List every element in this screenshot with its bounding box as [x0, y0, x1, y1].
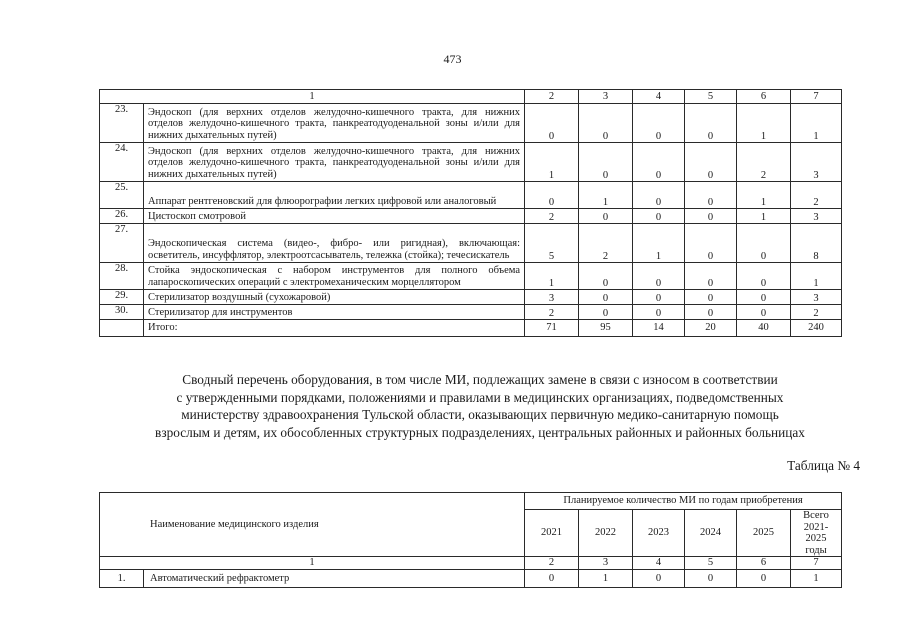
value-cell: 0: [525, 182, 579, 209]
total-value: 14: [633, 320, 685, 337]
year-header: 2023: [633, 510, 685, 557]
value-cell: 3: [791, 209, 842, 224]
total-header-line: Всего: [803, 510, 829, 521]
item-name: Эндоскоп (для верхних отделов желудочно-кишечного тракта, для нижних отделов желудочно-кишечного тракта, панкреатодуоденальной зоны и/или для нижних дыхательных путей): [144, 143, 525, 182]
row-number: 1.: [100, 570, 144, 588]
value-cell: 0: [579, 290, 633, 305]
value-cell: 0: [685, 209, 737, 224]
value-cell: 0: [633, 209, 685, 224]
index-cell: 1: [100, 557, 525, 570]
item-name: Эндоскоп (для верхних отделов желудочно-кишечного тракта, для нижних отделов желудочно-кишечного тракта, панкреатодуоденальной зоны и/или для нижних дыхательных путей): [144, 104, 525, 143]
value-cell: 1: [633, 224, 685, 263]
value-cell: 0: [579, 263, 633, 290]
value-cell: 1: [737, 104, 791, 143]
value-cell: 0: [633, 305, 685, 320]
value-cell: 2: [737, 143, 791, 182]
value-cell: 0: [737, 263, 791, 290]
heading-line: с утвержденными порядками, положениями и правилами в медицинских организациях, подведомственных: [176, 389, 784, 405]
value-cell: 3: [791, 290, 842, 305]
value-cell: 0: [633, 570, 685, 588]
value-cell: 0: [579, 305, 633, 320]
value-cell: 0: [737, 570, 791, 588]
year-header: 2025: [737, 510, 791, 557]
value-cell: 0: [633, 143, 685, 182]
value-cell: 1: [791, 104, 842, 143]
item-name: Эндоскопическая система (видео-, фибро- или ригидная), включающая: осветитель, инсуффлятор, электроотсасыватель, тележка (стойка); течесискатель: [144, 224, 525, 263]
total-label: Итого:: [144, 320, 525, 337]
table-row: [100, 305, 842, 320]
value-cell: 0: [685, 263, 737, 290]
value-cell: 1: [737, 182, 791, 209]
column-index: 7: [791, 90, 842, 104]
value-cell: 0: [685, 570, 737, 588]
total-header-line: годы: [805, 544, 827, 556]
index-cell: 4: [633, 557, 685, 570]
year-header: 2024: [685, 510, 737, 557]
table3-header-row: [100, 90, 842, 104]
table4-index-row: [100, 557, 842, 570]
summary-heading: [95, 371, 865, 441]
column-index: 4: [633, 90, 685, 104]
heading-line: министерству здравоохранения Тульской области, оказывающих первичную медико-санитарную помощь: [181, 407, 779, 422]
value-cell: 0: [579, 104, 633, 143]
value-cell: 1: [791, 263, 842, 290]
table-row: [100, 263, 842, 290]
value-cell: 3: [525, 290, 579, 305]
table-row: [100, 209, 842, 224]
table-row: [100, 182, 842, 209]
value-cell: 0: [633, 263, 685, 290]
table-row: [100, 570, 842, 588]
value-cell: 0: [737, 290, 791, 305]
row-number: 26.: [100, 209, 144, 224]
total-value: 20: [685, 320, 737, 337]
value-cell: 1: [791, 570, 842, 588]
row-number: 25.: [100, 182, 144, 209]
year-header: 2021: [525, 510, 579, 557]
value-cell: 0: [633, 104, 685, 143]
value-cell: 2: [791, 305, 842, 320]
total-header: [791, 510, 842, 557]
total-value: 71: [525, 320, 579, 337]
total-value: 40: [737, 320, 791, 337]
row-number: 29.: [100, 290, 144, 305]
equipment-table-4: [99, 492, 842, 588]
index-cell: 3: [579, 557, 633, 570]
value-cell: 2: [525, 305, 579, 320]
equipment-table-continued: [99, 89, 842, 337]
value-cell: 0: [685, 290, 737, 305]
value-cell: 0: [685, 182, 737, 209]
value-cell: 0: [737, 305, 791, 320]
value-cell: 0: [525, 104, 579, 143]
index-cell: 5: [685, 557, 737, 570]
value-cell: 1: [525, 263, 579, 290]
heading-line: взрослым и детям, их обособленных структурных подразделениях, центральных районных и районных больницах: [155, 424, 805, 440]
table-row: [100, 104, 842, 143]
item-name: Автоматический рефрактометр: [144, 570, 525, 588]
value-cell: 2: [525, 209, 579, 224]
table-label: Таблица № 4: [787, 458, 860, 473]
value-cell: 0: [525, 570, 579, 588]
total-row-number: [100, 320, 144, 337]
item-name: Цистоскоп смотровой: [144, 209, 525, 224]
value-cell: 0: [633, 290, 685, 305]
value-cell: 0: [737, 224, 791, 263]
value-cell: 1: [579, 570, 633, 588]
index-cell: 7: [791, 557, 842, 570]
value-cell: 0: [685, 104, 737, 143]
index-cell: 2: [525, 557, 579, 570]
value-cell: 5: [525, 224, 579, 263]
name-column-header: Наименование медицинского изделия: [100, 493, 525, 557]
value-cell: 0: [685, 305, 737, 320]
year-header: 2022: [579, 510, 633, 557]
row-number: 27.: [100, 224, 144, 263]
column-index: 6: [737, 90, 791, 104]
total-header-line: 2021-2025: [803, 521, 829, 544]
heading-line: Сводный перечень оборудования, в том числе МИ, подлежащих замене в связи с износом в соответствии: [182, 372, 778, 387]
row-number: 30.: [100, 305, 144, 320]
years-group-header: Планируемое количество МИ по годам приобретения: [525, 493, 842, 510]
page-number: 473: [443, 52, 462, 66]
total-value: 95: [579, 320, 633, 337]
total-row: [100, 320, 842, 337]
value-cell: 0: [685, 143, 737, 182]
column-index: 1: [100, 90, 525, 104]
table-row: [100, 224, 842, 263]
value-cell: 1: [579, 182, 633, 209]
value-cell: 2: [791, 182, 842, 209]
item-name: Стерилизатор для инструментов: [144, 305, 525, 320]
row-number: 24.: [100, 143, 144, 182]
total-value: 240: [791, 320, 842, 337]
item-name: Стойка эндоскопическая с набором инструментов для полного объема лапароскопических операций с электромеханическим морцеллятором: [144, 263, 525, 290]
row-number: 23.: [100, 104, 144, 143]
value-cell: 0: [579, 209, 633, 224]
value-cell: 2: [579, 224, 633, 263]
column-index: 5: [685, 90, 737, 104]
item-name: Стерилизатор воздушный (сухожаровой): [144, 290, 525, 305]
index-cell: 6: [737, 557, 791, 570]
value-cell: 3: [791, 143, 842, 182]
column-index: 2: [525, 90, 579, 104]
row-number: 28.: [100, 263, 144, 290]
table-row: [100, 143, 842, 182]
value-cell: 0: [579, 143, 633, 182]
value-cell: 0: [685, 224, 737, 263]
value-cell: 1: [525, 143, 579, 182]
value-cell: 8: [791, 224, 842, 263]
column-index: 3: [579, 90, 633, 104]
value-cell: 0: [633, 182, 685, 209]
table4-header-row: [100, 493, 842, 510]
table-row: [100, 290, 842, 305]
item-name: Аппарат рентгеновский для флюорографии легких цифровой или аналоговый: [144, 182, 525, 209]
value-cell: 1: [737, 209, 791, 224]
